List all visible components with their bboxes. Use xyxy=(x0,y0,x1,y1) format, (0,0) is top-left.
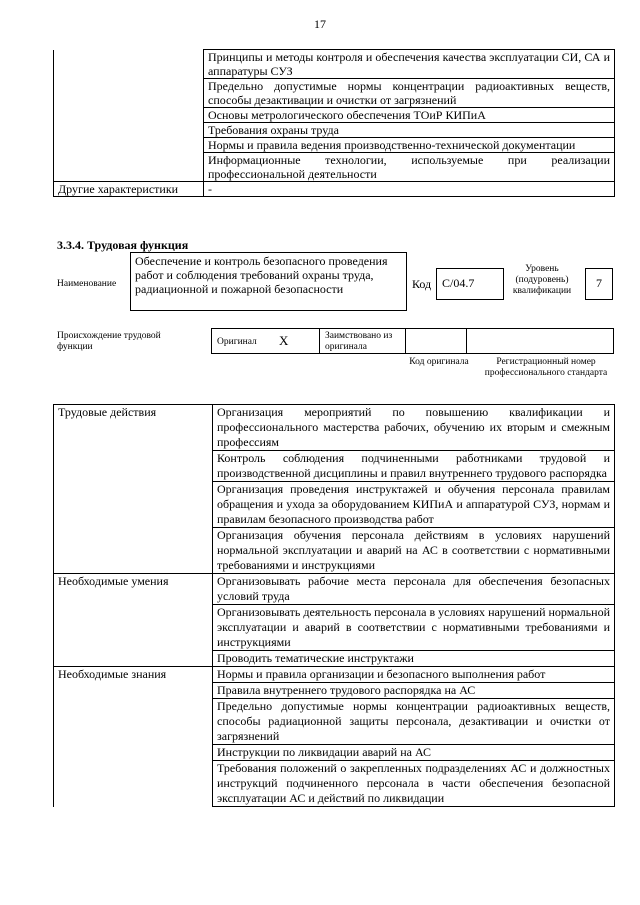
table-cell-empty xyxy=(54,153,204,182)
code-label: Код xyxy=(412,277,432,291)
table-row xyxy=(54,651,615,667)
table-cell: Предельно допустимые нормы концентрации радиоактивных веществ, способы дезактивации и очистки от загрязнений xyxy=(204,79,615,108)
table-row xyxy=(54,745,615,761)
table-cell: Организовывать деятельность персонала в условиях нарушений нормальной эксплуатации и аварий в соответствии с нормативными требованиями и инструкциями xyxy=(213,605,615,651)
function-name-box xyxy=(130,252,407,311)
origin-box xyxy=(211,328,614,354)
level-label: Уровень (подуровень) квалификации xyxy=(512,264,572,296)
table-cell-empty xyxy=(54,528,213,574)
table-cell: Требования охраны труда xyxy=(204,123,615,138)
table-cell: Правила внутреннего трудового распорядка на АС xyxy=(213,683,615,699)
labor-function-table xyxy=(53,404,615,807)
table-row xyxy=(54,108,615,123)
table-cell-empty xyxy=(54,745,213,761)
reg-number-caption: Регистрационный номер профессионального стандарта xyxy=(484,357,608,378)
table-cell-empty xyxy=(54,451,213,482)
table-row xyxy=(54,451,615,482)
table-row xyxy=(54,138,615,153)
table-cell-empty xyxy=(54,699,213,745)
group-label-labor-actions: Трудовые действия xyxy=(54,405,213,451)
divider xyxy=(466,328,467,354)
name-label: Наименование xyxy=(57,279,117,289)
table-row xyxy=(54,605,615,651)
page-number: 17 xyxy=(314,17,326,31)
function-name-value: Обеспечение и контроль безопасного проведения работ и соблюдения требований охраны труда, радиационной и пожарной безопасности xyxy=(135,254,388,296)
table-cell: Проводить тематические инструктажи xyxy=(213,651,615,667)
group-label-knowledge: Необходимые знания xyxy=(54,667,213,683)
divider xyxy=(405,328,406,354)
table-cell: Организация мероприятий по повышению квалификации и профессионального мастерства рабочих, обучению их вторым и смежным профессиям xyxy=(213,405,615,451)
table-row xyxy=(54,79,615,108)
table-cell-empty xyxy=(54,138,204,153)
table-cell: Информационные технологии, используемые при реализации профессиональной деятельности xyxy=(204,153,615,182)
table-row xyxy=(54,574,615,605)
table-row xyxy=(54,405,615,451)
table-row xyxy=(54,667,615,683)
code-value: С/04.7 xyxy=(442,276,475,290)
table-cell: Организация проведения инструктажей и обучения персонала правилам обращения и ухода за оборудованием КИПиА и аппаратурой СУЗ, нормам и правилам безопасного производства работ xyxy=(213,482,615,528)
table-cell-empty xyxy=(54,605,213,651)
code-box xyxy=(436,268,504,300)
original-mark: X xyxy=(279,333,289,348)
table-cell: Организация обучения персонала действиям в условиях нарушений нормальной эксплуатации и аварий на АС в соответствии с нормативными требованиями и инструкциями xyxy=(213,528,615,574)
table-cell-empty xyxy=(54,651,213,667)
table-row xyxy=(54,50,615,79)
knowledge-continuation-table xyxy=(53,49,615,197)
table-row xyxy=(54,699,615,745)
level-value: 7 xyxy=(596,276,602,290)
table-row xyxy=(54,482,615,528)
table-row xyxy=(54,182,615,197)
table-cell-empty xyxy=(54,108,204,123)
table-cell-empty xyxy=(54,761,213,807)
table-cell-empty xyxy=(54,683,213,699)
table-cell: Основы метрологического обеспечения ТОиР КИПиА xyxy=(204,108,615,123)
table-cell-empty xyxy=(54,482,213,528)
divider xyxy=(319,328,320,354)
table-cell: Контроль соблюдения подчиненными работниками трудовой и производственной дисциплины и правил внутреннего трудового распорядка xyxy=(213,451,615,482)
table-cell: Организовывать рабочие места персонала для обеспечения безопасных условий труда xyxy=(213,574,615,605)
other-characteristics-value: - xyxy=(204,182,615,197)
table-row xyxy=(54,683,615,699)
table-cell: Нормы и правила организации и безопасного выполнения работ xyxy=(213,667,615,683)
original-label: Оригинал xyxy=(217,337,257,347)
other-characteristics-label: Другие характеристики xyxy=(54,182,204,197)
table-cell-empty xyxy=(54,50,204,79)
table-cell: Нормы и правила ведения производственно-технической документации xyxy=(204,138,615,153)
table-row xyxy=(54,528,615,574)
level-box xyxy=(585,268,613,300)
group-label-skills: Необходимые умения xyxy=(54,574,213,605)
origin-label: Происхождение трудовой функции xyxy=(57,331,161,352)
table-cell: Принципы и методы контроля и обеспечения качества эксплуатации СИ, СА и аппаратуры СУЗ xyxy=(204,50,615,79)
table-cell: Требования положений о закрепленных подразделениях АС и должностных инструкций подчиненного персонала в части обеспечения безопасной эксплуатации АС и действий по ликвидации xyxy=(213,761,615,807)
section-heading: 3.3.4. Трудовая функция xyxy=(57,238,189,252)
table-cell: Инструкции по ликвидации аварий на АС xyxy=(213,745,615,761)
code-original-caption: Код оригинала xyxy=(409,357,469,367)
table-row xyxy=(54,153,615,182)
borrowed-label: Заимствовано из оригинала xyxy=(325,331,393,352)
table-cell-empty xyxy=(54,79,204,108)
table-cell-empty xyxy=(54,123,204,138)
table-cell: Предельно допустимые нормы концентрации радиоактивных веществ, способы радиационной защиты персонала, дезактивации и очистки от загрязнений xyxy=(213,699,615,745)
table-row xyxy=(54,761,615,807)
table-row xyxy=(54,123,615,138)
